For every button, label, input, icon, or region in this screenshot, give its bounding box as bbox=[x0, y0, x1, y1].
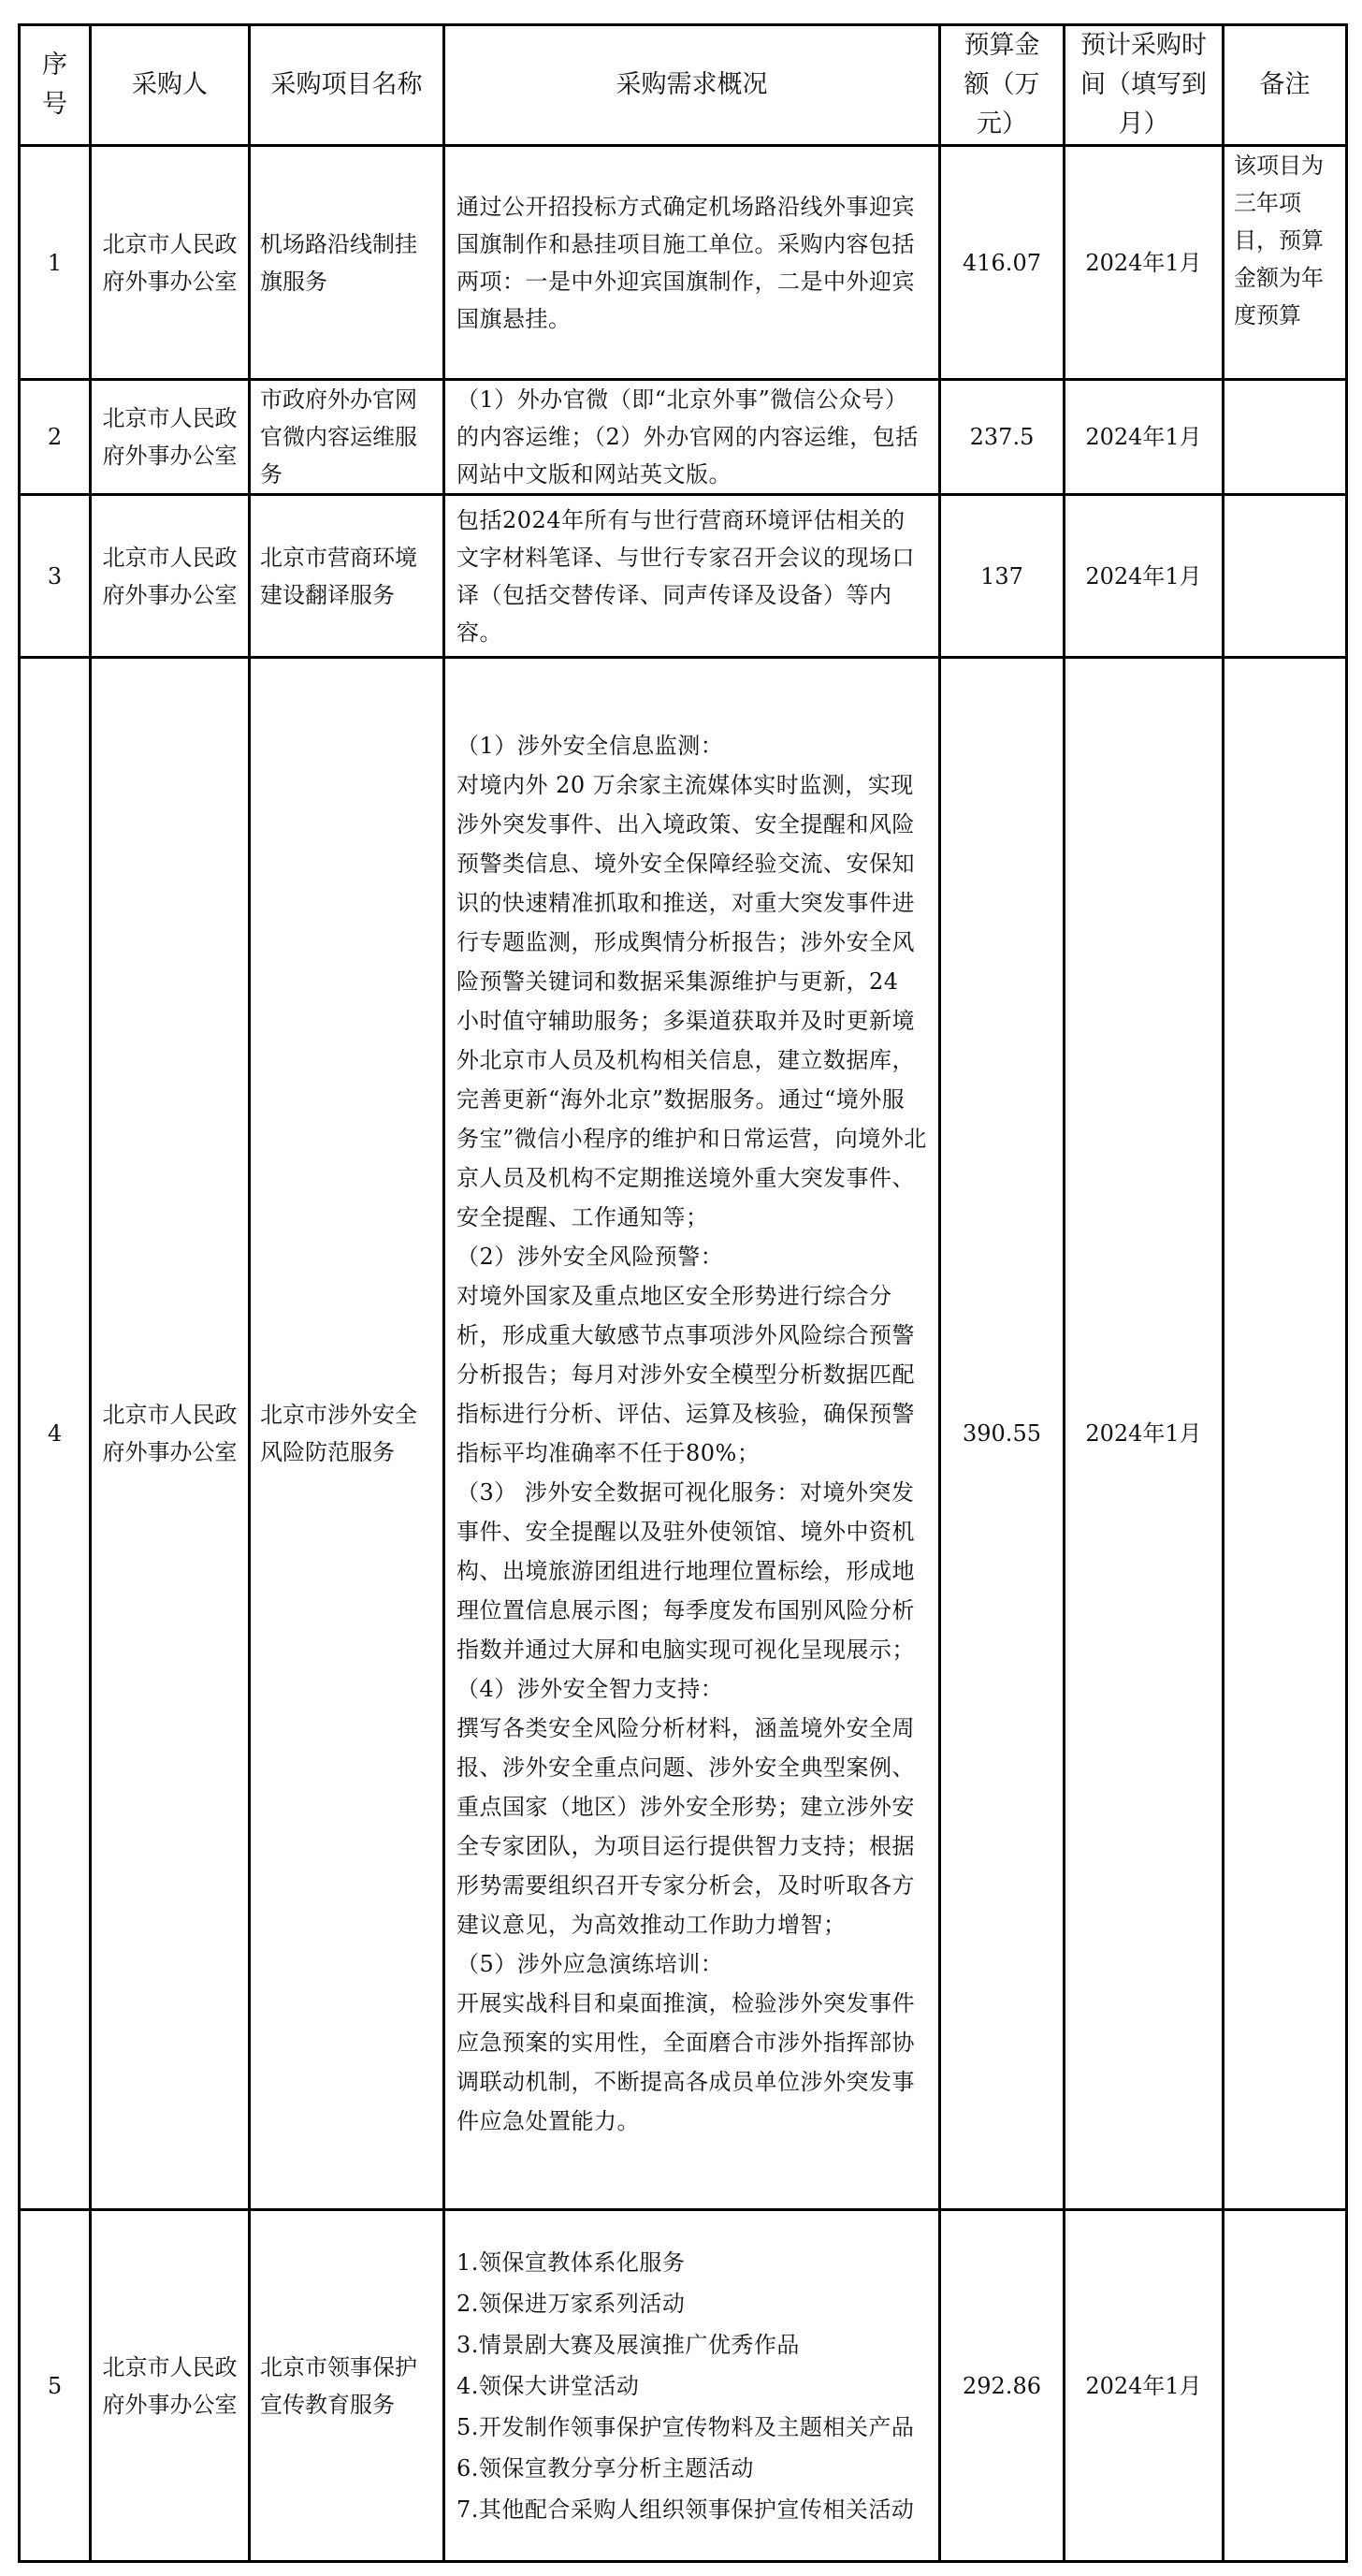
row-note bbox=[1224, 380, 1347, 495]
row-no: 2 bbox=[20, 380, 91, 495]
row-buyer: 北京市人民政府外事办公室 bbox=[91, 495, 250, 658]
list-item: 1.领保宣教体系化服务 bbox=[456, 2249, 686, 2276]
section-heading: （3） 涉外安全数据可视化服务：对境外突发事件、安全提醒以及驻外使领馆、境外中资机构、出境旅游团组进行地理位置标绘，形成地理位置信息展示图；每季度发布国别风险分析指数并通过大屏和电脑实现可视化呈现展示； bbox=[456, 1479, 915, 1663]
row-note bbox=[1224, 495, 1347, 658]
row-description bbox=[444, 658, 940, 2210]
list-item: 2.领保进万家系列活动 bbox=[456, 2290, 686, 2317]
row-no: 4 bbox=[20, 658, 91, 2210]
header-description: 采购需求概况 bbox=[444, 25, 940, 146]
list-item: 3.情景剧大赛及展演推广优秀作品 bbox=[456, 2331, 800, 2358]
list-item: 5.开发制作领事保护宣传物料及主题相关产品 bbox=[456, 2413, 915, 2440]
row-note bbox=[1224, 658, 1347, 2210]
row-description bbox=[444, 2210, 940, 2562]
row-buyer: 北京市人民政府外事办公室 bbox=[91, 2210, 250, 2562]
row-no: 1 bbox=[20, 146, 91, 380]
row-time: 2024年1月 bbox=[1065, 658, 1224, 2210]
row-note bbox=[1224, 2210, 1347, 2562]
header-buyer: 采购人 bbox=[91, 25, 250, 146]
table-row bbox=[20, 380, 1347, 495]
section-body: 对境外国家及重点地区安全形势进行综合分析，形成重大敏感节点事项涉外风险综合预警分析报告；每月对涉外安全模型分析数据匹配指标进行分析、评估、运算及核验，确保预警指标平均准确率不任于80%； bbox=[456, 1283, 915, 1466]
header-time: 预计采购时间（填写到月） bbox=[1065, 25, 1224, 146]
header-project-name: 采购项目名称 bbox=[250, 25, 444, 146]
section-body: 开展实战科目和桌面推演，检验涉外突发事件应急预案的实用性，全面磨合市涉外指挥部协调联动机制，不断提高各成员单位涉外突发事件应急处置能力。 bbox=[456, 1990, 915, 2134]
header-budget: 预算金额（万元） bbox=[940, 25, 1065, 146]
row-budget: 137 bbox=[940, 495, 1065, 658]
row-note: 该项目为三年项目，预算金额为年度预算 bbox=[1224, 146, 1347, 380]
row-budget: 416.07 bbox=[940, 146, 1065, 380]
list-item: 6.领保宣教分享分析主题活动 bbox=[456, 2454, 754, 2481]
table-header-row bbox=[20, 25, 1347, 146]
table-row bbox=[20, 495, 1347, 658]
row-budget: 292.86 bbox=[940, 2210, 1065, 2562]
section-heading: （4）涉外安全智力支持： bbox=[456, 1676, 724, 1702]
header-note: 备注 bbox=[1224, 25, 1347, 146]
row-budget: 390.55 bbox=[940, 658, 1065, 2210]
table-row bbox=[20, 658, 1347, 2210]
row-time: 2024年1月 bbox=[1065, 380, 1224, 495]
row-no: 5 bbox=[20, 2210, 91, 2562]
row-project-name: 北京市涉外安全风险防范服务 bbox=[250, 658, 444, 2210]
row-time: 2024年1月 bbox=[1065, 495, 1224, 658]
row-no: 3 bbox=[20, 495, 91, 658]
row-project-name: 机场路沿线制挂旗服务 bbox=[250, 146, 444, 380]
section-body: 撰写各类安全风险分析材料，涵盖境外安全周报、涉外安全重点问题、涉外安全典型案例、重点国家（地区）涉外安全形势；建立涉外安全专家团队，为项目运行提供智力支持；根据形势需要组织召开专家分析会，及时听取各方建议意见，为高效推动工作助力增智； bbox=[456, 1715, 915, 1938]
row-buyer: 北京市人民政府外事办公室 bbox=[91, 146, 250, 380]
row-budget: 237.5 bbox=[940, 380, 1065, 495]
section-heading: （5）涉外应急演练培训： bbox=[456, 1951, 724, 1977]
row-project-name: 北京市领事保护宣传教育服务 bbox=[250, 2210, 444, 2562]
row-description: 包括2024年所有与世行营商环境评估相关的文字材料笔译、与世行专家召开会议的现场口译（包括交替传译、同声传译及设备）等内容。 bbox=[444, 495, 940, 658]
table-row bbox=[20, 146, 1347, 380]
section-heading: （1）涉外安全信息监测： bbox=[456, 733, 724, 759]
section-body: 对境内外 20 万余家主流媒体实时监测，实现涉外突发事件、出入境政策、安全提醒和风险预警类信息、境外安全保障经验交流、安保知识的快速精准抓取和推送，对重大突发事件进行专题监测，形成舆情分析报告；涉外安全风险预警关键词和数据采集源维护与更新，24 小时值守辅助服务；多渠道获取并及时更新境外北京市人员及机构相关信息，建立数据库，完善更新“海外北京”数据服务。通过“境外服务宝”微信小程序的维护和日常运营，向境外北京人员及机构不定期推送境外重大突发事件、安全提醒、工作通知等； bbox=[456, 772, 927, 1230]
row-buyer: 北京市人民政府外事办公室 bbox=[91, 380, 250, 495]
table-row bbox=[20, 2210, 1347, 2562]
row-buyer: 北京市人民政府外事办公室 bbox=[91, 658, 250, 2210]
list-item: 7.其他配合采购人组织领事保护宣传相关活动 bbox=[456, 2496, 915, 2523]
row-description: 通过公开招投标方式确定机场路沿线外事迎宾国旗制作和悬挂项目施工单位。采购内容包括两项：一是中外迎宾国旗制作，二是中外迎宾国旗悬挂。 bbox=[444, 146, 940, 380]
row-time: 2024年1月 bbox=[1065, 2210, 1224, 2562]
row-project-name: 北京市营商环境建设翻译服务 bbox=[250, 495, 444, 658]
row-time: 2024年1月 bbox=[1065, 146, 1224, 380]
list-item: 4.领保大讲堂活动 bbox=[456, 2372, 640, 2399]
section-heading: （2）涉外安全风险预警： bbox=[456, 1244, 724, 1270]
row-description: （1）外办官微（即“北京外事”微信公众号）的内容运维；（2）外办官网的内容运维，包括网站中文版和网站英文版。 bbox=[444, 380, 940, 495]
header-no: 序号 bbox=[20, 25, 91, 146]
row-project-name: 市政府外办官网官微内容运维服务 bbox=[250, 380, 444, 495]
procurement-table bbox=[18, 23, 1348, 2563]
